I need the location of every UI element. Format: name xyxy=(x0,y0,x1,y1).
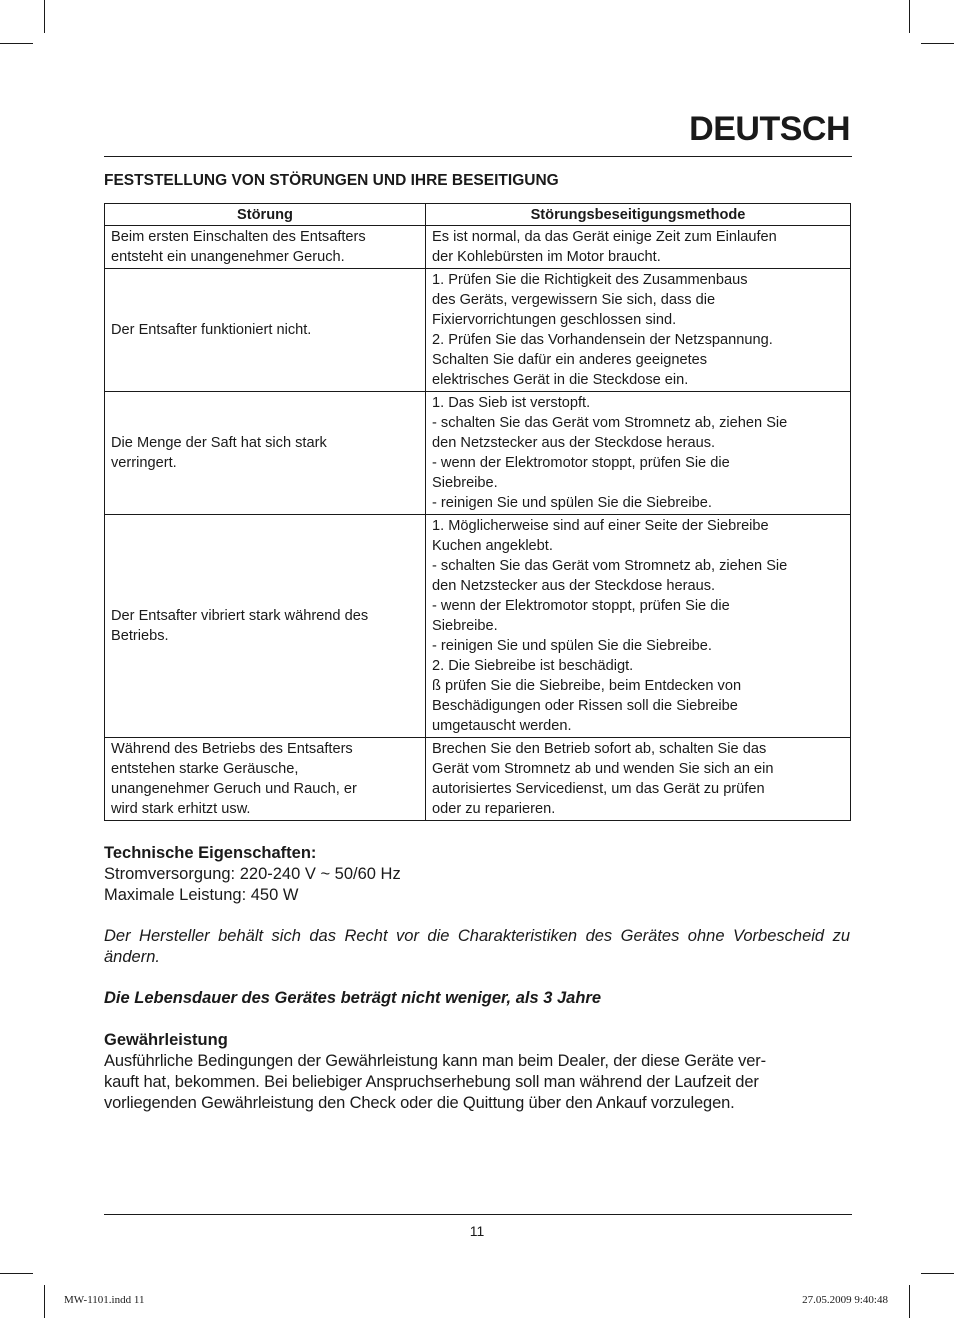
solution-line: - reinigen Sie und spülen Sie die Siebreibe. xyxy=(432,495,712,511)
crop-mark xyxy=(44,1285,45,1318)
problem-line: entstehen starke Geräusche, xyxy=(111,761,299,777)
warranty-line: Ausführliche Bedingungen der Gewährleistung kann man beim Dealer, der diese Geräte ver- xyxy=(104,1052,767,1070)
solution-line: 1. Das Sieb ist verstopft. xyxy=(432,395,591,411)
crop-mark xyxy=(921,43,954,44)
crop-mark xyxy=(921,1273,954,1274)
problem-line: unangenehmer Geruch und Rauch, er xyxy=(111,781,357,797)
page-number: 11 xyxy=(469,1223,485,1239)
solution-line: Siebreibe. xyxy=(432,475,498,491)
table-row xyxy=(105,392,851,515)
solution-line: Brechen Sie den Betrieb sofort ab, schalten Sie das xyxy=(432,741,767,757)
problem-cell xyxy=(105,738,426,821)
warranty-section xyxy=(104,1030,850,1114)
solution-line: 1. Möglicherweise sind auf einer Seite der Siebreibe xyxy=(432,518,769,534)
problem-line: Betriebs. xyxy=(111,628,169,644)
crop-mark xyxy=(44,0,45,33)
solution-line: autorisiertes Servicedienst, um das Gerät zu prüfen xyxy=(432,781,765,797)
problem-cell xyxy=(105,226,426,269)
solution-line: umgetauscht werden. xyxy=(432,718,572,734)
warranty-line: kauft hat, bekommen. Bei beliebiger Anspruchserhebung soll man während der Laufzeit der xyxy=(104,1073,759,1091)
troubleshooting-table xyxy=(104,203,851,821)
problem-line: Der Entsafter vibriert stark während des xyxy=(111,608,369,624)
header-rule xyxy=(104,156,852,157)
solution-line: Gerät vom Stromnetz ab und wenden Sie sich an ein xyxy=(432,761,774,777)
solution-line: - schalten Sie das Gerät vom Stromnetz ab, ziehen Sie xyxy=(432,558,788,574)
technical-specs xyxy=(104,843,850,906)
column-header-problem: Störung xyxy=(105,204,426,226)
problem-cell xyxy=(105,515,426,738)
technical-heading: Technische Eigenschaften: xyxy=(104,844,317,862)
crop-mark xyxy=(909,1285,910,1318)
problem-line: Der Entsafter funktioniert nicht. xyxy=(111,322,312,338)
table-row xyxy=(105,226,851,269)
table-body xyxy=(105,226,851,821)
solution-line: - wenn der Elektromotor stoppt, prüfen Sie die xyxy=(432,598,730,614)
language-title: DEUTSCH xyxy=(689,110,850,148)
crop-mark xyxy=(909,0,910,33)
solution-line: Schalten Sie dafür ein anderes geeignetes xyxy=(432,352,708,368)
table-row xyxy=(105,515,851,738)
solution-line: ß prüfen Sie die Siebreibe, beim Entdecken von xyxy=(432,678,742,694)
section-title: FESTSTELLUNG VON STÖRUNGEN UND IHRE BESEITIGUNG xyxy=(104,172,559,189)
solution-line: den Netzstecker aus der Steckdose heraus. xyxy=(432,435,716,451)
file-slug: MW-1101.indd 11 xyxy=(64,1294,145,1306)
disclaimer-text: Der Hersteller behält sich das Recht vor die Charakteristiken des Gerätes ohne Vorbescheid zu ändern. xyxy=(104,927,850,966)
solution-line: Es ist normal, da das Gerät einige Zeit zum Einlaufen xyxy=(432,229,777,245)
solution-line: - schalten Sie das Gerät vom Stromnetz ab, ziehen Sie xyxy=(432,415,788,431)
problem-line: verringert. xyxy=(111,455,177,471)
warranty-line: vorliegenden Gewährleistung den Check oder die Quittung über den Ankauf vorzulegen. xyxy=(104,1094,735,1112)
problem-line: entsteht ein unangenehmer Geruch. xyxy=(111,249,345,265)
lifetime-text: Die Lebensdauer des Gerätes beträgt nicht weniger, als 3 Jahre xyxy=(104,989,602,1007)
column-header-solution: Störungsbeseitigungsmethode xyxy=(426,204,851,226)
table-row xyxy=(105,269,851,392)
solution-line: 2. Prüfen Sie das Vorhandensein der Netzspannung. xyxy=(432,332,773,348)
solution-cell xyxy=(426,738,851,821)
crop-mark xyxy=(0,43,33,44)
problem-cell xyxy=(105,269,426,392)
solution-cell xyxy=(426,269,851,392)
solution-cell xyxy=(426,226,851,269)
max-power-text: Maximale Leistung: 450 W xyxy=(104,886,299,904)
solution-cell xyxy=(426,392,851,515)
solution-line: - reinigen Sie und spülen Sie die Siebreibe. xyxy=(432,638,712,654)
solution-line: oder zu reparieren. xyxy=(432,801,556,817)
solution-line: des Geräts, vergewissern Sie sich, dass die xyxy=(432,292,716,308)
solution-line: 1. Prüfen Sie die Richtigkeit des Zusammenbaus xyxy=(432,272,748,288)
solution-line: Beschädigungen oder Rissen soll die Siebreibe xyxy=(432,698,738,714)
table-header-row xyxy=(105,204,851,226)
power-supply-text: Stromversorgung: 220-240 V ~ 50/60 Hz xyxy=(104,865,401,883)
problem-line: wird stark erhitzt usw. xyxy=(111,801,251,817)
solution-line: Kuchen angeklebt. xyxy=(432,538,553,554)
problem-line: Die Menge der Saft hat sich stark xyxy=(111,435,327,451)
solution-line: - wenn der Elektromotor stoppt, prüfen Sie die xyxy=(432,455,730,471)
table-row xyxy=(105,738,851,821)
problem-line: Beim ersten Einschalten des Entsafters xyxy=(111,229,366,245)
crop-mark xyxy=(0,1273,33,1274)
footer-rule xyxy=(104,1214,852,1215)
date-slug: 27.05.2009 9:40:48 xyxy=(802,1294,888,1306)
solution-line: 2. Die Siebreibe ist beschädigt. xyxy=(432,658,634,674)
problem-cell xyxy=(105,392,426,515)
solution-line: Siebreibe. xyxy=(432,618,498,634)
solution-line: den Netzstecker aus der Steckdose heraus. xyxy=(432,578,716,594)
problem-line: Während des Betriebs des Entsafters xyxy=(111,741,353,757)
solution-line: Fixiervorrichtungen geschlossen sind. xyxy=(432,312,677,328)
solution-line: der Kohlebürsten im Motor braucht. xyxy=(432,249,661,265)
solution-cell xyxy=(426,515,851,738)
solution-line: elektrisches Gerät in die Steckdose ein. xyxy=(432,372,689,388)
warranty-heading: Gewährleistung xyxy=(104,1031,228,1049)
